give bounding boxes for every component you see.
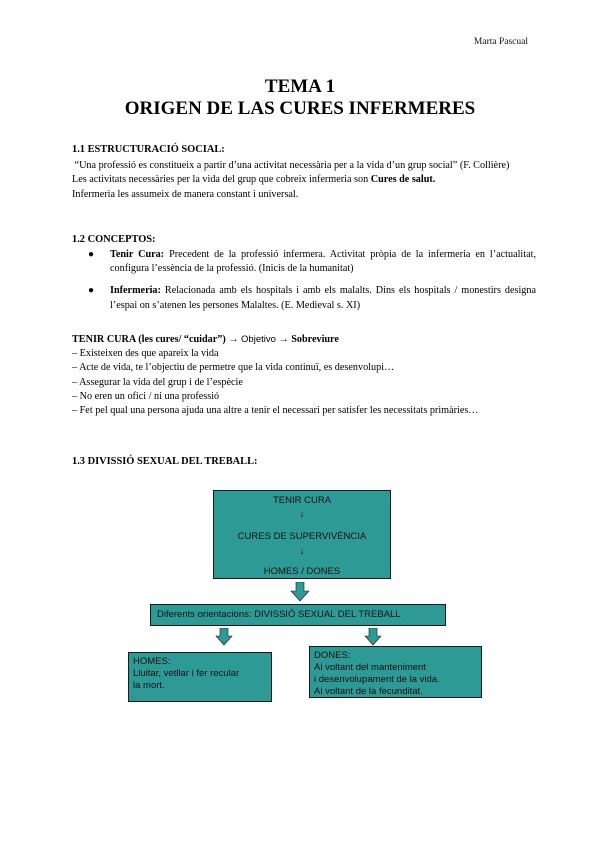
box-line-supervivencia: CURES DE SUPERVIVÈNCIA <box>237 531 367 542</box>
divisio-sexual-text: Diferents orientacions: DIVISSIÓ SEXUAL DEL TREBALL <box>157 609 401 620</box>
quote-text: “Una professió es constitueix a partir d’una activitat necessària per a la vida d’un grup social” (F. Collière) <box>74 160 510 172</box>
dones-line: Al voltant del manteniment <box>314 662 426 673</box>
section-divisio-heading <box>72 455 536 469</box>
section-conceptos-heading <box>72 233 536 247</box>
tenir-cura-line: – Acte de vida, te l’objectiu de permetre que la vida continuï, es desenvolupi… <box>72 362 395 374</box>
title-line-1: TEMA 1 <box>264 76 336 97</box>
concept-text: Precedent de la professió infermera. Activitat pròpia de la infermeria en l’actualitat, configura l’essència de la professió. (Inicis de la humanitat) <box>110 249 536 275</box>
homes-text <box>133 656 267 692</box>
divisio-sexual-box <box>150 604 446 626</box>
arrow-right-icon: → <box>275 334 292 345</box>
tenir-cura-title: TENIR CURA (les cures/ “cuidar”) <box>72 334 226 345</box>
infermeria-paragraph: Infermeria les assumeix de manera constant i universal. <box>72 188 299 200</box>
dones-line: Al voltant de la fecunditat. <box>314 686 423 697</box>
bullet-icon: ● <box>88 285 95 297</box>
homes-line: la mort. <box>133 680 165 691</box>
tenir-cura-line: – Fet pel qual una persona ajuda una altre a tenir el necessari per satisfer les necessitats primàries… <box>72 405 479 417</box>
dones-line: DONES: <box>314 650 351 661</box>
arrow-right-icon: → <box>225 334 242 345</box>
arrow-down-icon <box>290 582 310 602</box>
bullet-icon: ● <box>88 249 95 260</box>
section-heading-2: 1.2 CONCEPTOS: <box>72 234 156 245</box>
tenir-cura-line: – Existeixen des que apareix la vida <box>72 348 219 360</box>
goal-label: Sobreviure <box>291 334 339 345</box>
arrow-down-small-icon: ↓ <box>299 546 305 556</box>
concepts-list <box>88 248 536 313</box>
box-line-tenir-cura: TENIR CURA <box>272 495 332 506</box>
arrow-down-small-icon: ↓ <box>299 509 305 519</box>
objective-label: Objetivo <box>241 334 276 345</box>
tenir-cura-line: – No eren un ofici / ni una professió <box>72 390 220 402</box>
dones-box <box>309 646 482 698</box>
concept-term: Tenir Cura: <box>110 249 165 260</box>
tenir-cura-section <box>72 333 536 418</box>
list-item <box>88 248 536 276</box>
concept-text: Relacionada amb els hospitals i amb els malalts. Dins els hospitals / monestirs designa l’espai on s’atenen les persones Malaltes. (E. Medieval s. XI) <box>110 285 536 311</box>
tenir-cura-heading <box>72 333 536 347</box>
arrow-down-icon <box>364 628 382 646</box>
tenir-cura-box <box>213 490 391 579</box>
tenir-cura-line: – Assegurar la vida del grup i de l’espècie <box>72 376 243 388</box>
concept-term: Infermeria: <box>110 285 161 297</box>
dones-text <box>314 650 477 698</box>
arrow-down-icon <box>215 628 233 646</box>
list-item <box>88 284 536 312</box>
box-line-homes-dones: HOMES / DONES <box>263 566 341 577</box>
homes-box <box>128 652 272 702</box>
section-heading-3: 1.3 DIVISSIÓ SEXUAL DEL TREBALL: <box>72 456 258 467</box>
author-name: Marta Pascual <box>473 37 528 47</box>
homes-line: HOMES: <box>133 656 171 667</box>
homes-line: Lluitar, vetllar i fer recular <box>133 668 240 679</box>
title-line-2: ORIGEN DE LAS CURES INFERMERES <box>124 98 476 119</box>
section-heading-1: 1.1 ESTRUCTURACIÓ SOCIAL: <box>72 144 225 155</box>
quote-paragraph <box>72 159 536 173</box>
cures-paragraph <box>72 173 536 187</box>
cures-bold: Cures de salut. <box>370 174 436 186</box>
cures-text: Les activitats necessàries per la vida del grup que cobreix infermeria son <box>72 174 371 186</box>
dones-line: i desenvolupament de la vida. <box>314 674 440 685</box>
section-estructuracio <box>72 143 536 202</box>
